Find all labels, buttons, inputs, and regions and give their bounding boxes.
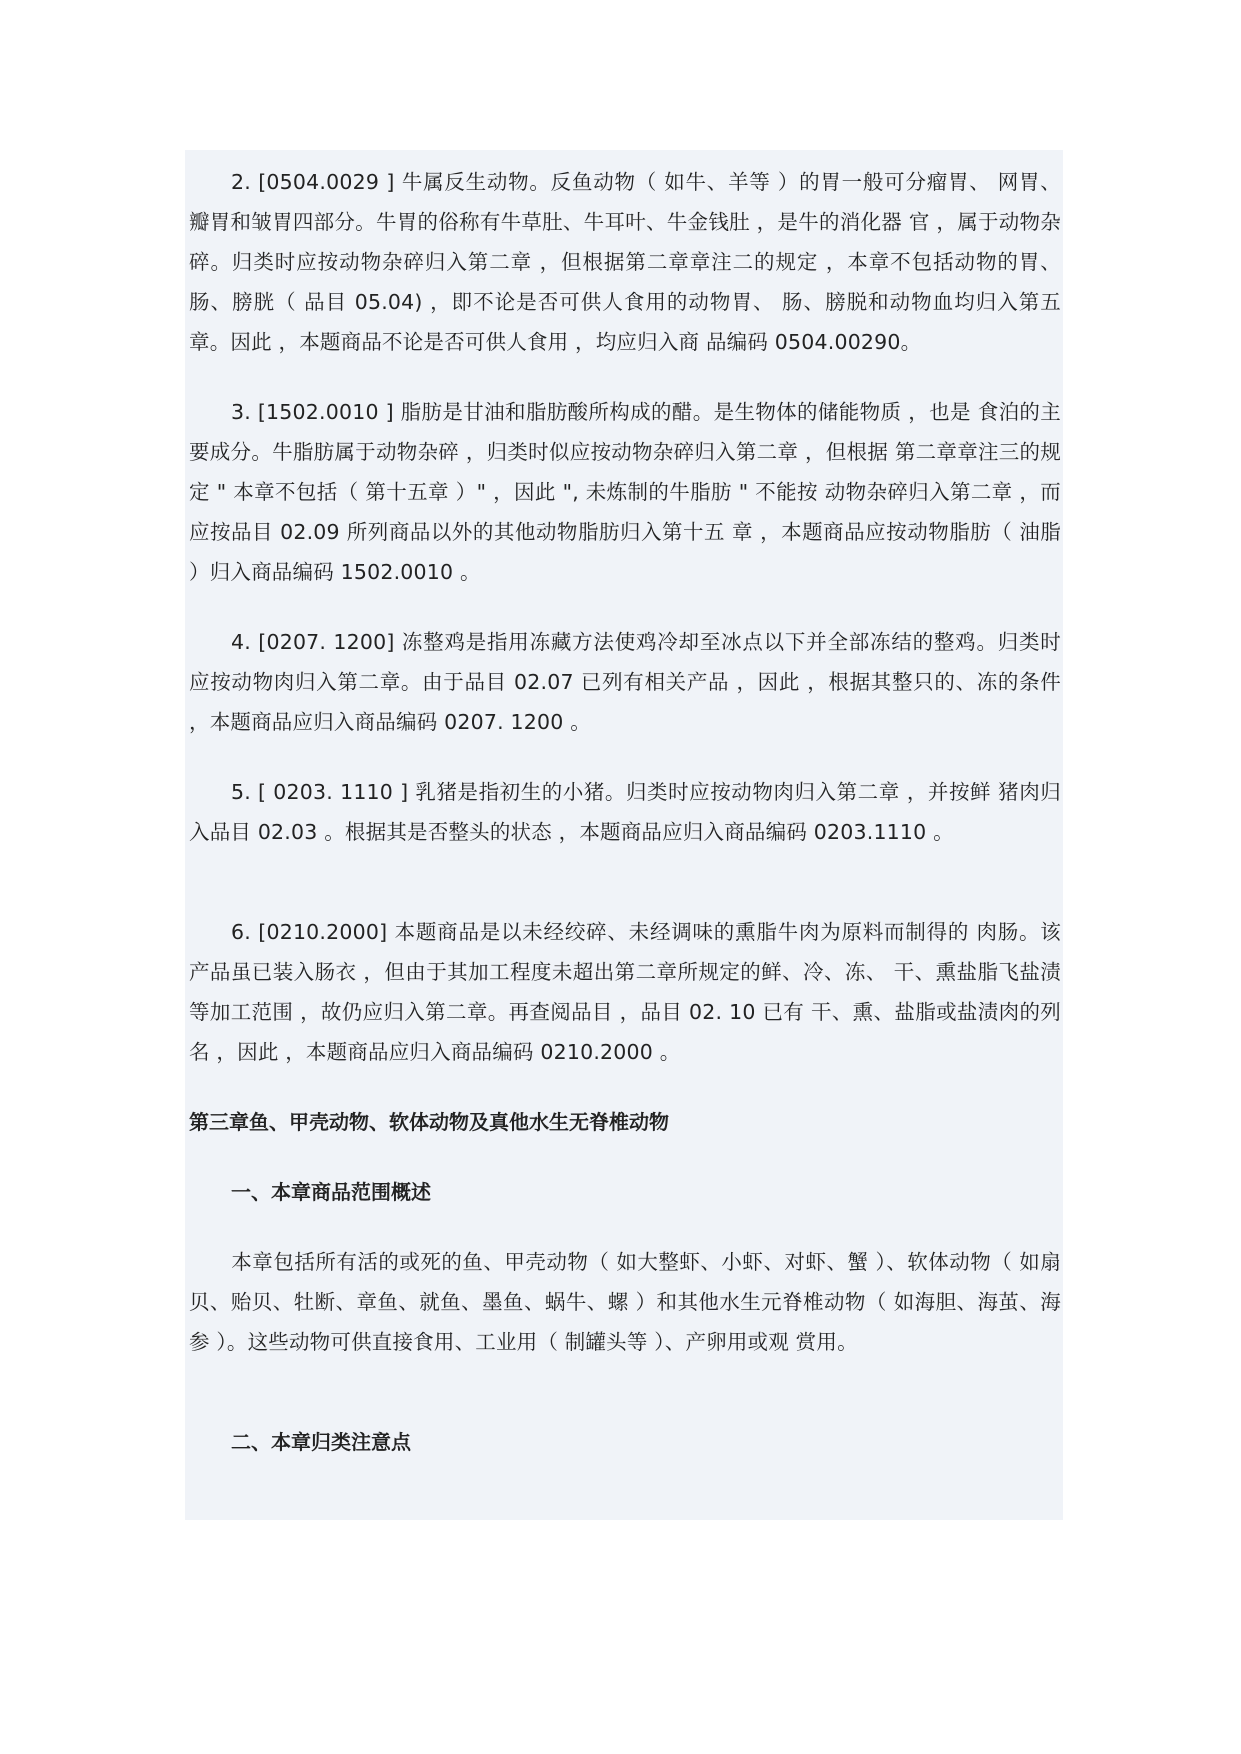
chapter-title: 第三章鱼、甲壳动物、软体动物及真他水生无脊椎动物 [189,1110,669,1134]
paragraph-item-4: 4. [0207. 1200] 冻整鸡是指用冻藏方法使鸡冷却至冰点以下并全部冻结的整鸡。归类时应按动物肉归入第二章。由于品目 02.07 已列有相关产品 ，因此 ，根据其整只的、冻的条件 ，本题商品应归入商品编码 0207. 1200 。 [189,630,1061,734]
paragraph-item-2: 2. [0504.0029 ] 牛属反生动物。反鱼动物（ 如牛、羊等 ）的胃一般可分瘤胃、 网胃、瓣胃和皱胃四部分。牛胃的俗称有牛草肚、牛耳叶、牛金钱肚 ，是牛的消化器 官 ，属于动物杂碎。归类时应按动物杂碎归入第二章 ，但根据第二章章注二的规定 ，本章不包括动物的胃、肠、膀胱（ 品目 05.04) ，即不论是否可供人食用的动物胃、 肠、膀脱和动物血均归入第五章。因此 ，本题商品不论是否可供人食用 ，均应归入商 品编码 0504.00290。 [189,170,1061,354]
document-panel [185,150,1063,1520]
section-title-scope: 一、本章商品范围概述 [231,1180,431,1204]
paragraph-item-3: 3. [1502.0010 ] 脂肪是甘油和脂肪酸所构成的醋。是生物体的储能物质 ，也是 食泊的主要成分。牛脂肪属于动物杂碎 ，归类时似应按动物杂碎归入第二章 ，但根据 第二章章注三的规定 " 本章不包括（ 第十五章 ）" ，因此 ", 未炼制的牛脂肪 " 不能按 动物杂碎归入第二章 ，而应按品目 02.09 所列商品以外的其他动物脂肪归入第十五 章 ，本题商品应按动物脂肪（ 油脂 ）归入商品编码 1502.0010 。 [189,400,1061,584]
section-title-notes: 二、本章归类注意点 [231,1430,411,1454]
paragraph-chapter-scope: 本章包括所有活的或死的鱼、甲壳动物（ 如大整虾、小虾、对虾、蟹 ）、软体动物（ 如扇贝、贻贝、牡断、章鱼、就鱼、墨鱼、蜗牛、螺 ）和其他水生元脊椎动物（ 如海胆、海茧、海参 ）。这些动物可供直接食用、工业用（ 制罐头等 ）、产卵用或观 赏用。 [189,1250,1061,1354]
paragraph-item-5: 5. [ 0203. 1110 ] 乳猪是指初生的小猪。归类时应按动物肉归入第二章 ，并按鲜 猪肉归入品目 02.03 。根据其是否整头的状态 ，本题商品应归入商品编码 0203.1110 。 [189,780,1061,844]
paragraph-item-6: 6. [0210.2000] 本题商品是以未经绞碎、未经调味的熏脂牛肉为原料而制得的 肉肠。该产品虽已装入肠衣 ，但由于其加工程度未超出第二章所规定的鲜、冷、冻、 干、熏盐脂飞盐渍等加工范围 ，故仍应归入第二章。再查阅品目 ，品目 02. 10 已有 干、熏、盐脂或盐渍肉的列名 ，因此 ，本题商品应归入商品编码 0210.2000 。 [189,920,1061,1064]
